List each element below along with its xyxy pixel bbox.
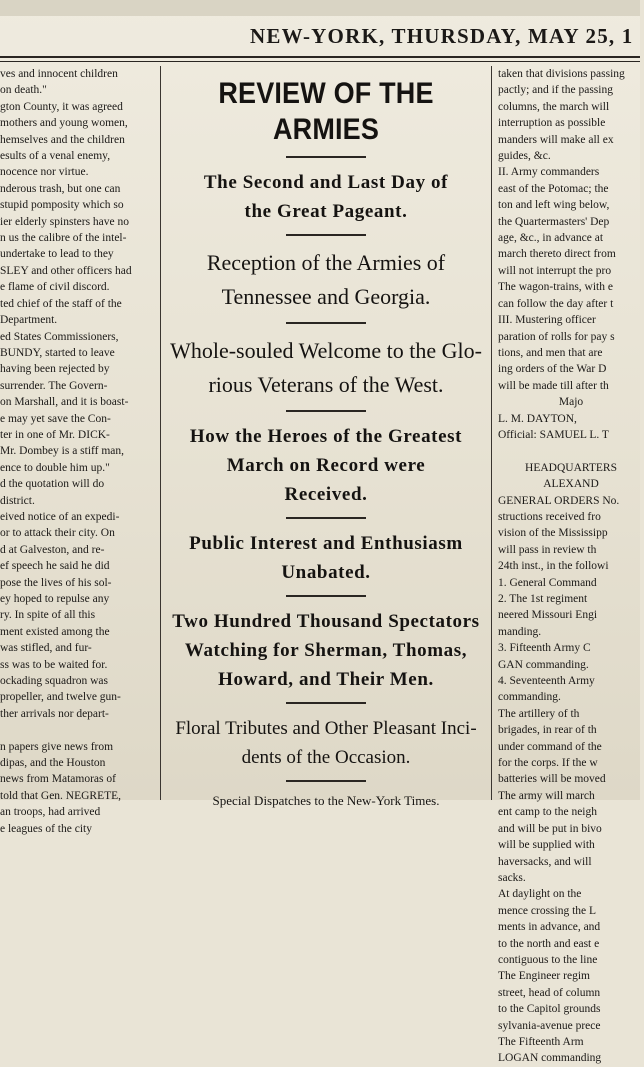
masthead-dateline: NEW-YORK, THURSDAY, MAY 25, 1 <box>250 24 634 48</box>
column-text-line: or to attack their city. On <box>0 527 115 540</box>
center-headline-column <box>164 66 488 808</box>
column-text-line: tions, and men that are <box>498 346 603 359</box>
deck-4-line-2: March on Record were <box>226 455 426 476</box>
column-text-line: Official: SAMUEL L. T <box>498 428 609 441</box>
column-text-line: L. M. DAYTON, <box>498 412 577 425</box>
column-text-line <box>0 722 158 738</box>
column-text-line: mothers and young women, <box>0 117 128 130</box>
main-headline: REVIEW OF THE ARMIES <box>218 77 434 146</box>
deck-3-line-1: Whole-souled Welcome to the Glo- <box>170 338 482 363</box>
column-text-line: II. Army commanders <box>498 166 600 179</box>
headline-separator <box>286 595 366 597</box>
column-text-line: ing orders of the War D <box>498 363 607 376</box>
column-text-line: 1. General Command <box>498 576 597 589</box>
deck-1-line-2: the Great Pageant. <box>244 201 408 222</box>
column-divider-right <box>491 66 492 800</box>
column-text-line: The Fifteenth Arm <box>498 1035 584 1048</box>
column-text-line: n papers give news from <box>0 740 114 753</box>
column-text-line: 4. Seventeenth Army <box>498 675 595 688</box>
column-text-line: propeller, and twelve gun- <box>0 691 121 704</box>
column-text-line: HEADQUARTERS <box>525 461 617 474</box>
column-text-line: ther arrivals nor depart- <box>0 707 109 720</box>
deck-6-line-2: Watching for Sherman, Thomas, <box>184 640 468 661</box>
deck-4-line-3: Received. <box>284 484 368 505</box>
column-text-line: for the corps. If the w <box>498 757 598 770</box>
column-text-line: will be supplied with <box>498 839 595 852</box>
column-text-line: Department. <box>0 314 58 327</box>
column-text-line: gton County, it was agreed <box>0 100 123 113</box>
column-text-line: SLEY and other officers had <box>0 264 132 277</box>
column-text-line: ss was to be waited for. <box>0 658 108 671</box>
column-text-line: eived notice of an expedi- <box>0 510 120 523</box>
column-text-line: paration of rolls for pay s <box>498 330 615 343</box>
headline-separator <box>286 156 366 158</box>
column-text-line: esults of a venal enemy, <box>0 150 111 163</box>
column-text-line: an troops, had arrived <box>0 806 101 819</box>
column-text-line: Mr. Dombey is a stiff man, <box>0 445 125 458</box>
column-text-line: the Quartermasters' Dep <box>498 215 610 228</box>
headline-separator <box>286 410 366 412</box>
column-text-line: news from Matamoras of <box>0 773 116 786</box>
headline-separator <box>286 322 366 324</box>
deck-2-line-2: Tennessee and Georgia. <box>221 284 431 309</box>
column-text-line: was stifled, and fur- <box>0 642 92 655</box>
right-orders-column <box>494 66 644 1065</box>
column-text-line: ter in one of Mr. DICK- <box>0 428 110 441</box>
column-text-line: vision of the Mississipp <box>498 527 608 540</box>
column-text-line: ves and innocent children <box>0 68 118 80</box>
column-text-line: manding. <box>498 625 542 638</box>
column-text-line: III. Mustering officer <box>498 314 596 327</box>
column-text-line: pose the lives of his sol- <box>0 576 112 589</box>
column-text-line: march thereto direct from <box>498 248 616 261</box>
column-text-line: batteries will be moved <box>498 773 606 786</box>
column-text-line: The army will march <box>498 789 595 802</box>
column-text-line: GENERAL ORDERS No. <box>498 494 620 507</box>
column-text-line: columns, the march will <box>498 100 610 113</box>
column-text-line: ef speech he said he did <box>0 560 110 573</box>
column-text-line: neered Missouri Engi <box>498 609 598 622</box>
deck-3-line-2: rious Veterans of the West. <box>208 372 444 397</box>
column-text-line: sacks. <box>498 871 526 884</box>
column-text-line: GAN commanding. <box>498 658 589 671</box>
column-text-line: ent camp to the neigh <box>498 806 597 819</box>
deck-7-line-2: dents of the Occasion. <box>241 747 411 768</box>
deck-2-line-1: Reception of the Armies of <box>206 250 446 275</box>
column-text-line: ed States Commissioners, <box>0 330 119 343</box>
column-text-line: nocence nor virtue. <box>0 166 89 179</box>
column-text-line: on Marshall, and it is boast- <box>0 396 129 409</box>
column-text-line: ton and left wing below, <box>498 199 610 212</box>
column-text-line: undertake to lead to they <box>0 248 114 261</box>
column-text-line: ier elderly spinsters have no <box>0 215 130 228</box>
column-text-line: taken that divisions passing <box>498 68 625 80</box>
column-text-line: district. <box>0 494 35 507</box>
column-text-line: pactly; and if the passing <box>498 84 613 97</box>
deck-6-line-1: Two Hundred Thousand Spectators <box>172 611 480 632</box>
column-text-line: structions received fro <box>498 510 601 523</box>
headline-separator <box>286 234 366 236</box>
headline-separator <box>286 702 366 704</box>
column-text-line: 2. The 1st regiment <box>498 593 588 605</box>
column-text-line: will pass in review th <box>498 543 597 556</box>
column-text-line: ence to double him up." <box>0 461 110 474</box>
column-text-line: dipas, and the Houston <box>0 757 106 770</box>
column-text-line: interruption as possible <box>498 117 606 130</box>
masthead-rule-top <box>0 56 640 58</box>
column-text-line: age, &c., in advance at <box>498 232 604 245</box>
column-text-line: 3. Fifteenth Army C <box>498 642 591 655</box>
column-text-line: will be made till after th <box>498 379 609 392</box>
deck-5-line-1: Public Interest and Enthusiasm <box>189 533 463 554</box>
column-text-line: ment existed among the <box>0 625 110 638</box>
column-text-line: ALEXAND <box>543 478 599 491</box>
column-divider-left <box>160 66 161 800</box>
column-text-line: to the north and east e <box>498 937 600 950</box>
column-text-line <box>498 443 644 459</box>
column-text-line: told that Gen. NEGRETE, <box>0 789 122 802</box>
column-text-line: n us the calibre of the intel- <box>0 232 127 245</box>
column-text-line: The wagon-trains, with e <box>498 281 613 294</box>
column-text-line: At daylight on the <box>498 888 582 901</box>
deck-5-line-2: Unabated. <box>281 562 371 583</box>
column-text-line: having been rejected by <box>0 363 110 376</box>
column-text-line: east of the Potomac; the <box>498 182 609 195</box>
deck-7-line-1: Floral Tributes and Other Pleasant Inci- <box>175 718 477 739</box>
page-top-edge <box>0 0 640 16</box>
column-text-line: on death." <box>0 84 47 97</box>
column-text-line: under command of the <box>498 740 602 753</box>
left-news-column <box>0 66 158 835</box>
headline-separator <box>286 517 366 519</box>
column-text-line: brigades, in rear of th <box>498 724 597 737</box>
deck-6-line-3: Howard, and Their Men. <box>218 669 434 690</box>
column-text-line: will not interrupt the pro <box>498 264 612 277</box>
column-text-line: can follow the day after t <box>498 297 614 310</box>
column-text-line: stupid pomposity which so <box>0 199 124 212</box>
column-text-line: The artillery of th <box>498 707 580 720</box>
column-text-line: ockading squadron was <box>0 675 108 688</box>
column-text-line: d at Galveston, and re- <box>0 543 105 556</box>
column-text-line: d the quotation will do <box>0 478 105 491</box>
column-text-line: BUNDY, started to leave <box>0 346 115 359</box>
column-text-line: mence crossing the L <box>498 904 597 917</box>
column-text-line: ted chief of the staff of the <box>0 297 122 310</box>
column-text-line: guides, &c. <box>498 150 551 163</box>
column-text-line: e flame of civil discord. <box>0 281 110 294</box>
column-text-line: ry. In spite of all this <box>0 609 96 622</box>
column-text-line: surrender. The Govern- <box>0 379 108 392</box>
column-text-line: and will be put in bivo <box>498 822 602 835</box>
column-text-line: Majo <box>558 396 584 409</box>
masthead-rule-bottom <box>0 61 640 62</box>
column-text-line: manders will make all ex <box>498 133 614 146</box>
column-text-line: ments in advance, and <box>498 921 601 934</box>
column-text-line: 24th inst., in the followi <box>498 560 609 573</box>
column-text-line: hemselves and the children <box>0 133 125 146</box>
deck-4-line-1: How the Heroes of the Greatest <box>189 426 463 447</box>
headline-separator <box>286 780 366 782</box>
column-text-line: The Engineer regim <box>498 970 590 983</box>
column-text-line: haversacks, and will <box>498 855 592 868</box>
column-text-line: e may yet save the Con- <box>0 412 111 425</box>
column-text-line: to the Capitol grounds <box>498 1003 601 1016</box>
column-text-line: contiguous to the line <box>498 953 598 966</box>
column-text-line: nderous trash, but one can <box>0 182 121 195</box>
column-text-line: e leagues of the city <box>0 822 92 835</box>
column-text-line: LOGAN commanding <box>498 1052 602 1065</box>
deck-1-line-1: The Second and Last Day of <box>203 172 449 193</box>
column-text-line: commanding. <box>498 691 561 704</box>
dispatch-credit-line: Special Dispatches to the New-York Times. <box>212 793 440 808</box>
column-text-line: ey hoped to repulse any <box>0 593 110 605</box>
column-text-line: street, head of column <box>498 986 601 999</box>
column-text-line: sylvania-avenue prece <box>498 1019 601 1032</box>
